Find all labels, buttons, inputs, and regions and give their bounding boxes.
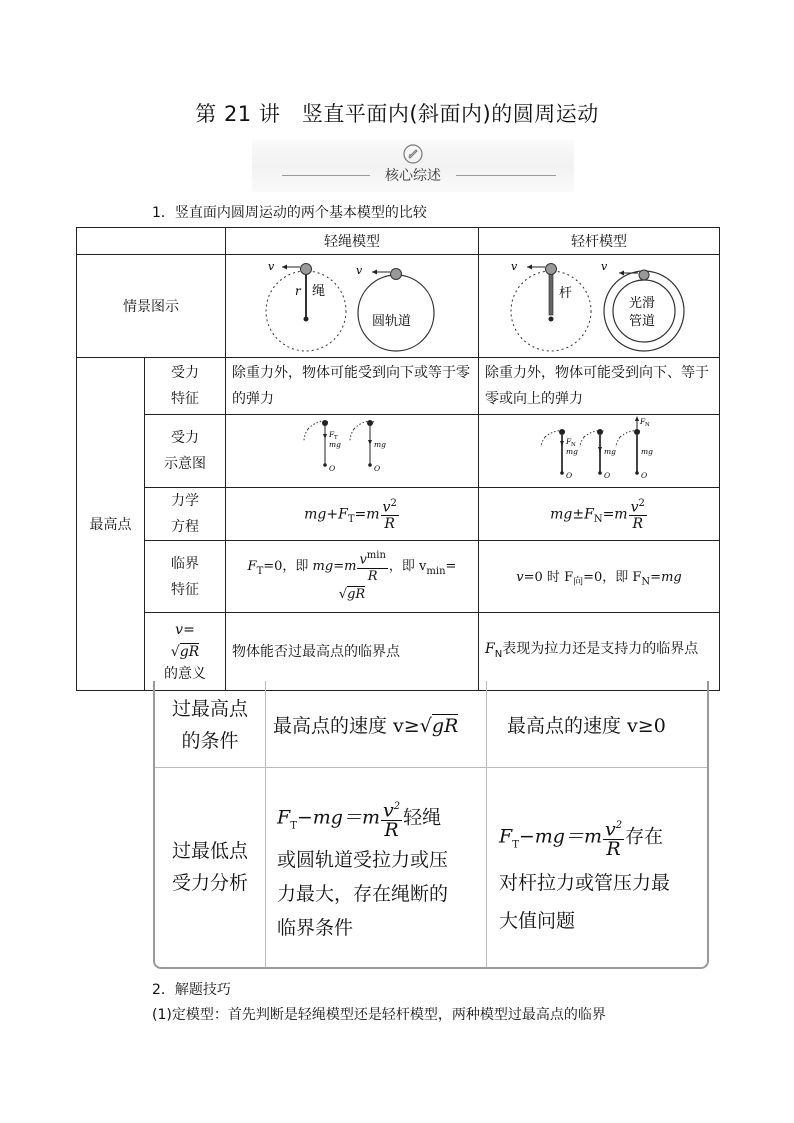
svg-text:F: F: [640, 417, 646, 426]
critical-label: 临界 特征: [145, 541, 226, 613]
rod-scene-cell: [479, 255, 720, 358]
rocket-emblem-icon: [402, 143, 424, 165]
svg-text:管道: 管道: [629, 314, 656, 329]
svg-text:mg: mg: [641, 447, 653, 456]
top-condition-rod: 最高点的速度 v≥0: [507, 715, 666, 737]
force-feature-label: 受力 特征: [145, 358, 226, 415]
top-condition-label: 过最高点 的条件: [171, 698, 248, 752]
rope-scene-cell: [226, 255, 479, 358]
meaning-label: v= √gR 的意义: [145, 613, 226, 691]
svg-text:F: F: [566, 437, 572, 446]
svg-text:F: F: [329, 430, 335, 439]
bottom-force-rope: $F_T-mg=m$ $\frac{v^2}{R}$ 轻绳 或圆轨道受拉力或压 力最大，存在绳断的 临界条件: [277, 797, 482, 945]
svg-text:O: O: [641, 471, 648, 480]
rod-force-diagram: [479, 415, 719, 483]
svg-text:绳: 绳: [312, 284, 326, 299]
mech-eq-row: [77, 488, 720, 541]
svg-text:v: v: [511, 260, 518, 273]
header-empty-cell: [77, 228, 226, 255]
rope-force-diagram-cell: [226, 415, 479, 488]
critical-row: [77, 541, 720, 613]
meaning-row: [77, 613, 720, 691]
section-heading-2: 2．解题技巧: [152, 982, 231, 998]
section-banner: [252, 140, 574, 192]
rope-force-diagram: [226, 415, 478, 483]
meaning-rope: 物体能否过最高点的临界点: [226, 613, 479, 691]
bottom-force-rod: $F_T-mg=m$ $\frac{v^2}{R}$ 存在 对杆拉力或管压力最 大值问题: [499, 816, 704, 940]
svg-text:O: O: [604, 471, 611, 480]
scene-row: [77, 255, 720, 358]
top-condition-rope: 最高点的速度 v≥√gR: [273, 715, 459, 737]
conditions-table: [153, 681, 709, 969]
header-row: [77, 228, 720, 255]
svg-text:mg: mg: [604, 447, 616, 456]
svg-text:mg: mg: [329, 440, 341, 449]
force-diagram-row: [77, 415, 720, 488]
svg-text:mg: mg: [374, 440, 386, 449]
svg-text:v: v: [601, 260, 608, 273]
svg-text:mg: mg: [566, 447, 578, 456]
banner-label: 核心综述: [385, 168, 441, 184]
top-point-label: 最高点: [77, 358, 145, 691]
svg-text:O: O: [374, 464, 381, 473]
meaning-rod: $F_N$表现为拉力还是支持力的临界点: [479, 613, 720, 691]
scene-label: 情景图示: [77, 255, 226, 358]
svg-text:杆: 杆: [559, 286, 573, 301]
bottom-force-label: 过最低点 受力分析: [171, 840, 248, 894]
svg-text:N: N: [645, 422, 650, 428]
force-feature-row: [77, 358, 720, 415]
svg-text:N: N: [571, 442, 576, 448]
svg-text:O: O: [329, 464, 336, 473]
svg-text:v: v: [356, 264, 363, 277]
mech-eq-rope: $mg+F_T=m$ $\frac{v^2}{R}$: [226, 488, 479, 541]
svg-text:光滑: 光滑: [629, 296, 656, 311]
document-title: 第 21 讲 竖直平面内(斜面内)的圆周运动: [195, 102, 599, 126]
svg-text:O: O: [566, 471, 573, 480]
svg-text:T: T: [334, 435, 338, 441]
header-rod-model: 轻杆模型: [479, 228, 720, 255]
svg-text:r: r: [295, 284, 301, 298]
mech-eq-label: 力学 方程: [145, 488, 226, 541]
mech-eq-rod: $mg\pm F_N=m$ $\frac{v^2}{R}$: [479, 488, 720, 541]
force-feature-rope: 除重力外，物体可能受到向下或等于零的弹力: [226, 358, 479, 415]
tip-paragraph-1: (1)定模型：首先判断是轻绳模型还是轻杆模型，两种模型过最高点的临界: [152, 1007, 606, 1023]
force-diagram-label: 受力 示意图: [145, 415, 226, 488]
svg-text:圆轨道: 圆轨道: [372, 314, 412, 329]
header-rope-model: 轻绳模型: [226, 228, 479, 255]
force-feature-rod: 除重力外，物体可能受到向下、等于零或向上的弹力: [479, 358, 720, 415]
section-heading-1: 1．竖直面内圆周运动的两个基本模型的比较: [152, 205, 427, 221]
rod-force-diagram-cell: [479, 415, 720, 488]
critical-rod: v=0 时 $F_向=0$，即 $F_N=mg$: [479, 541, 720, 613]
svg-text:v: v: [268, 260, 275, 273]
rope-scene-diagram: [226, 255, 478, 353]
rod-scene-diagram: [479, 255, 719, 353]
critical-rope: $F_T=0$，即 mg=m $\frac{v^{min}}{R}$ ，即 $v_{min}=$ √gR: [226, 541, 479, 613]
comparison-table: [76, 227, 720, 691]
